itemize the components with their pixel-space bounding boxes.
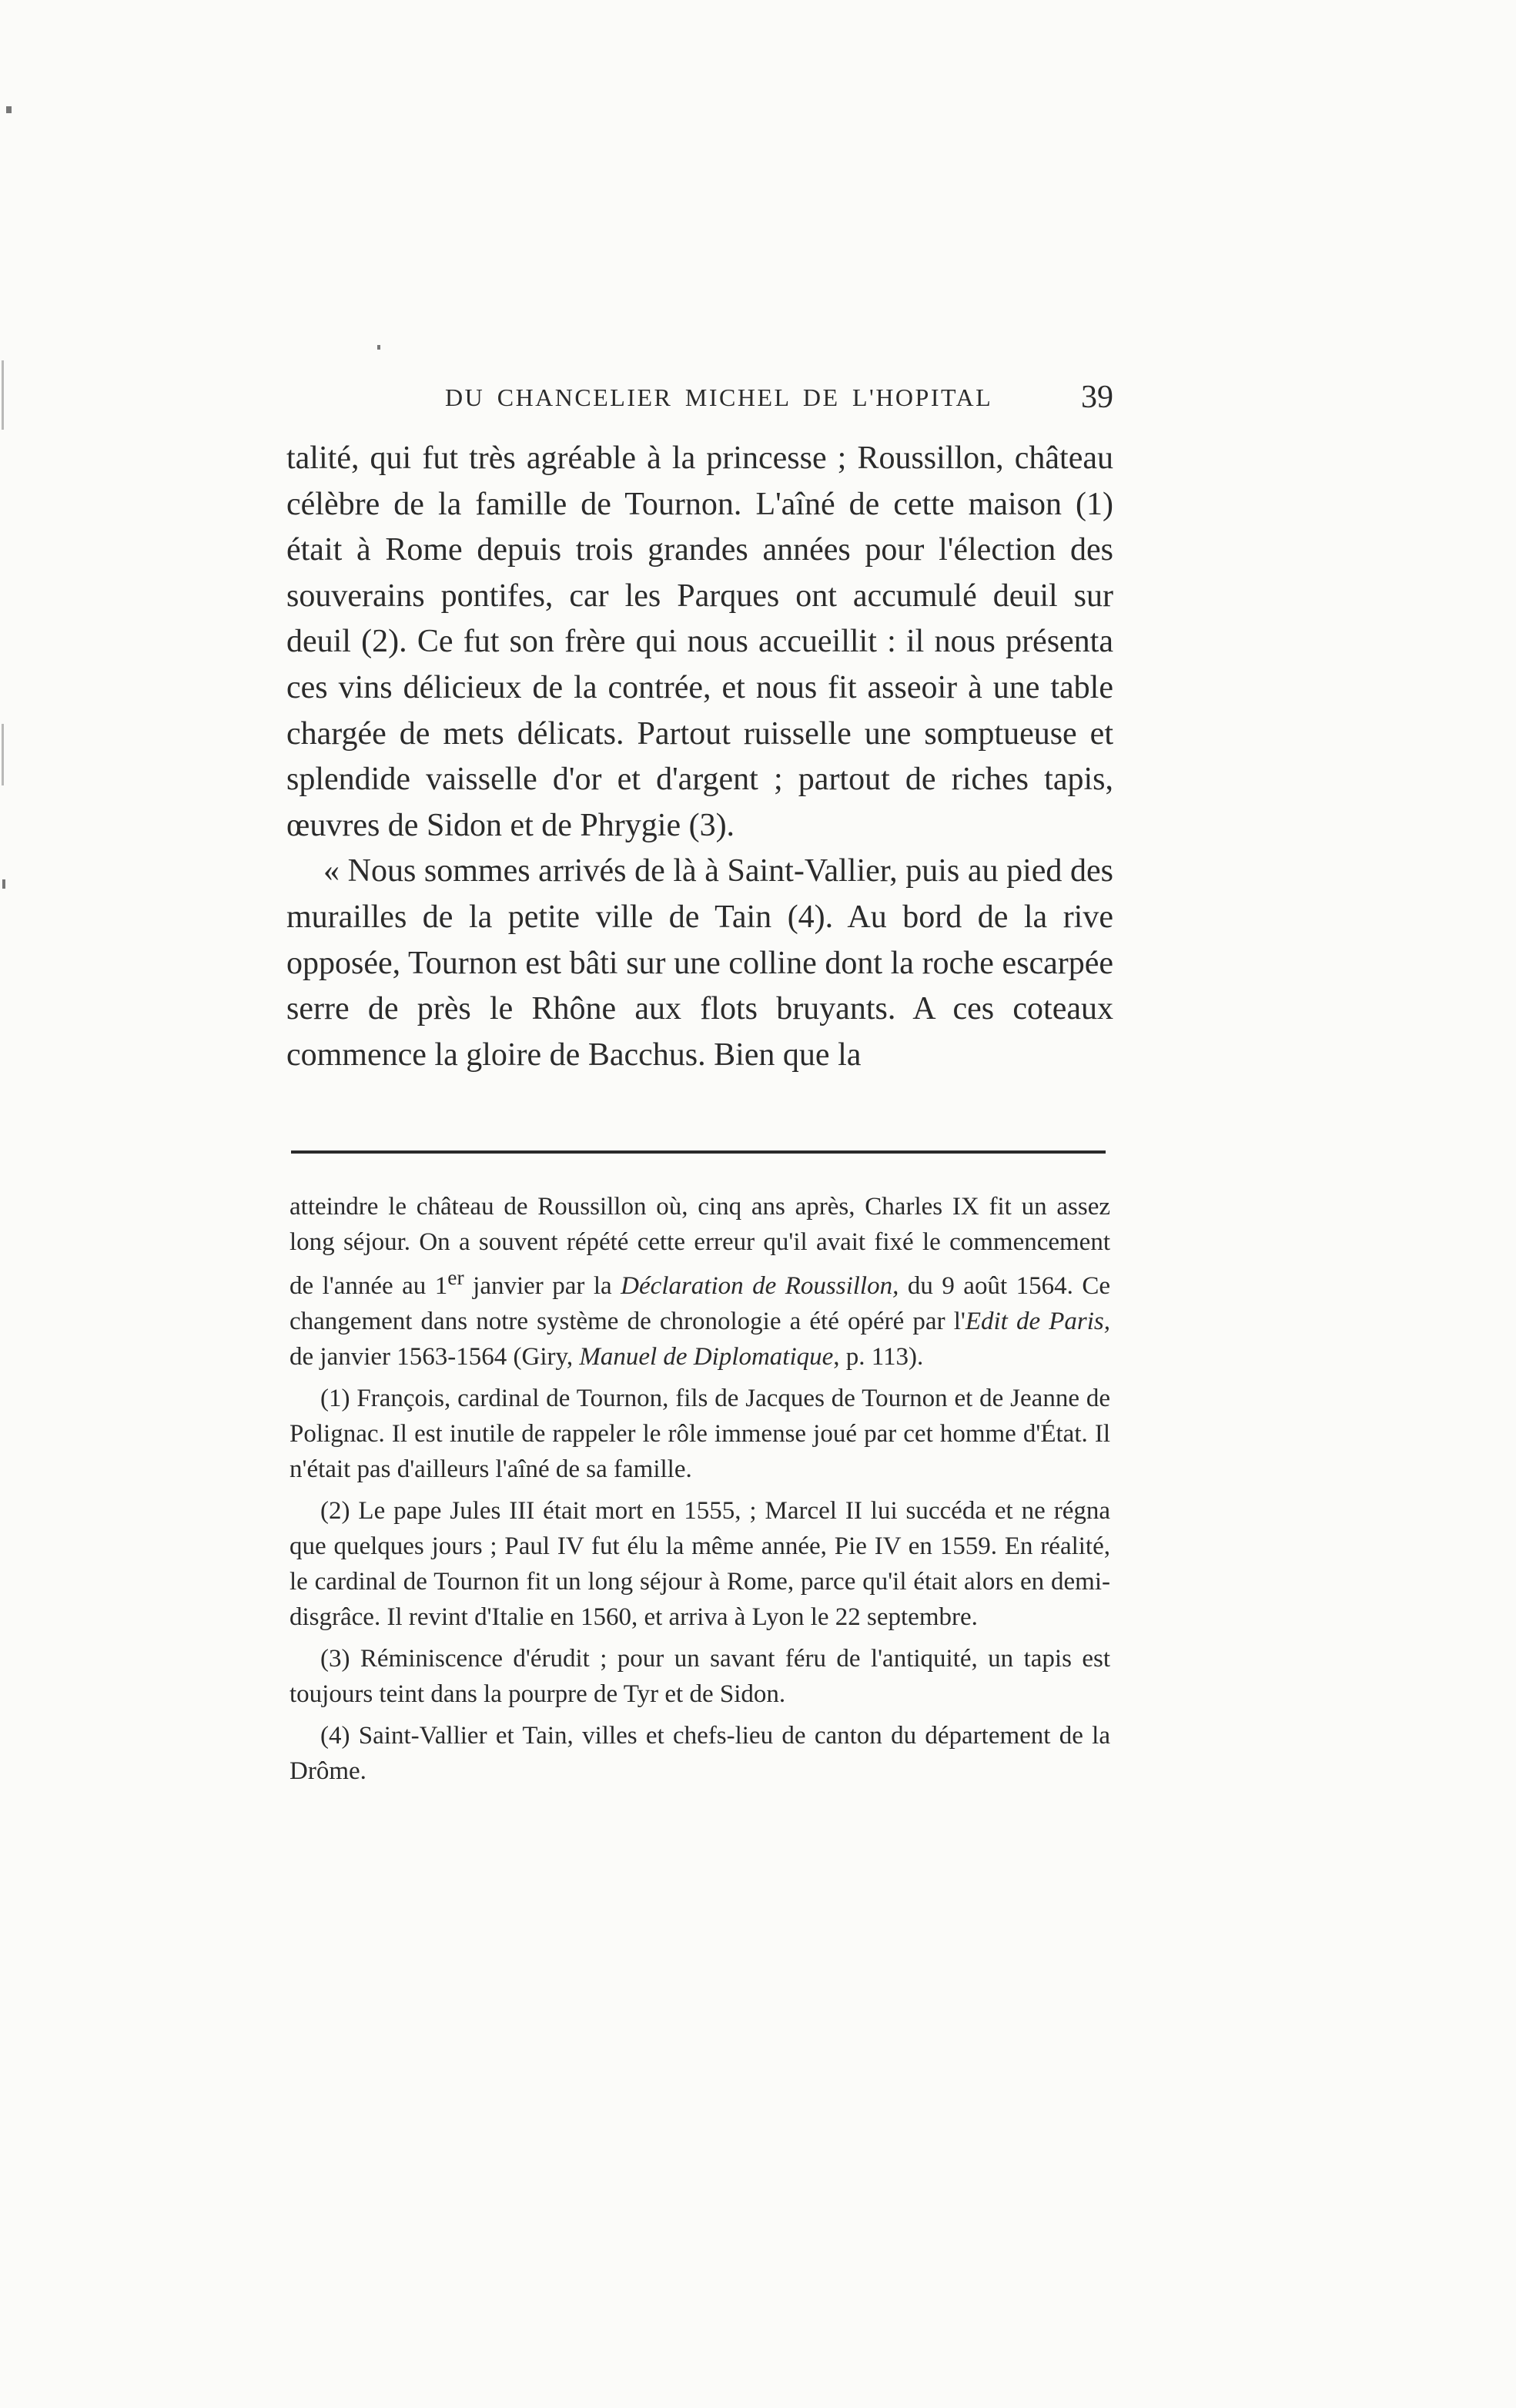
footnote-continuation: atteindre le château de Roussillon où, cinq ans après, Charles IX fit un assez long séjour. On a souvent répété cette erreur qu'il avait fixé le commencement de l'année au 1er janvier par la Déclaration de Roussillon, du 9 août 1564. Ce changement dans notre système de chronologie a été opéré par l'Edit de Paris, de janvier 1563-1564 (Giry, Manuel de Diplomatique, p. 113). [289, 1193, 1110, 1371]
main-text [286, 436, 1113, 1078]
scan-mark [2, 879, 5, 889]
running-head: DU CHANCELIER MICHEL DE L'HOPITAL [445, 383, 993, 411]
scan-mark [6, 106, 12, 113]
scan-mark [377, 345, 380, 350]
footnote-3: (3) Réminiscence d'érudit ; pour un savant féru de l'antiquité, un tapis est toujours teint dans la pourpre de Tyr et de Sidon. [289, 1645, 1110, 1708]
footnotes [289, 1189, 1110, 1795]
scan-mark [2, 724, 4, 785]
footnote-2: (2) Le pape Jules III était mort en 1555, ; Marcel II lui succéda et ne régna que quelques jours ; Paul IV fut élu la même année, Pie IV en 1559. En réalité, le cardinal de Tournon fit un long séjour à Rome, parce qu'il était alors en demi-disgrâce. Il revint d'Italie en 1560, et arriva à Lyon le 22 septembre. [289, 1497, 1110, 1631]
footnote-1: (1) François, cardinal de Tournon, fils de Jacques de Tournon et de Jeanne de Polignac. Il est inutile de rappeler le rôle immense joué par cet homme d'État. Il n'était pas d'ailleurs l'aîné de sa famille. [289, 1385, 1110, 1483]
footnote-4: (4) Saint-Vallier et Tain, villes et chefs-lieu de canton du département de la Drôme. [289, 1722, 1110, 1785]
paragraph: talité, qui fut très agréable à la princesse ; Roussillon, château célèbre de la famille de Tournon. L'aîné de cette maison (1) était à Rome depuis trois grandes années pour l'élection des souverains pontifes, car les Parques ont accumulé deuil sur deuil (2). Ce fut son frère qui nous accueillit : il nous présenta ces vins délicieux de la contrée, et nous fit asseoir à une table chargée de mets délicats. Partout ruisselle une somptueuse et splendide vaisselle d'or et d'argent ; partout de riches tapis, œuvres de Sidon et de Phrygie (3). [286, 440, 1113, 843]
page-number: 39 [1081, 380, 1113, 415]
scan-mark [2, 360, 4, 430]
paragraph: « Nous sommes arrivés de là à Saint-Vallier, puis au pied des murailles de la petite ville de Tain (4). Au bord de la rive opposée, Tournon est bâti sur une colline dont la roche escarpée serre de près le Rhône aux flots bruyants. A ces coteaux commence la gloire de Bacchus. Bien que la [286, 853, 1113, 1073]
page-header [445, 379, 1113, 417]
footnote-divider [291, 1150, 1106, 1154]
